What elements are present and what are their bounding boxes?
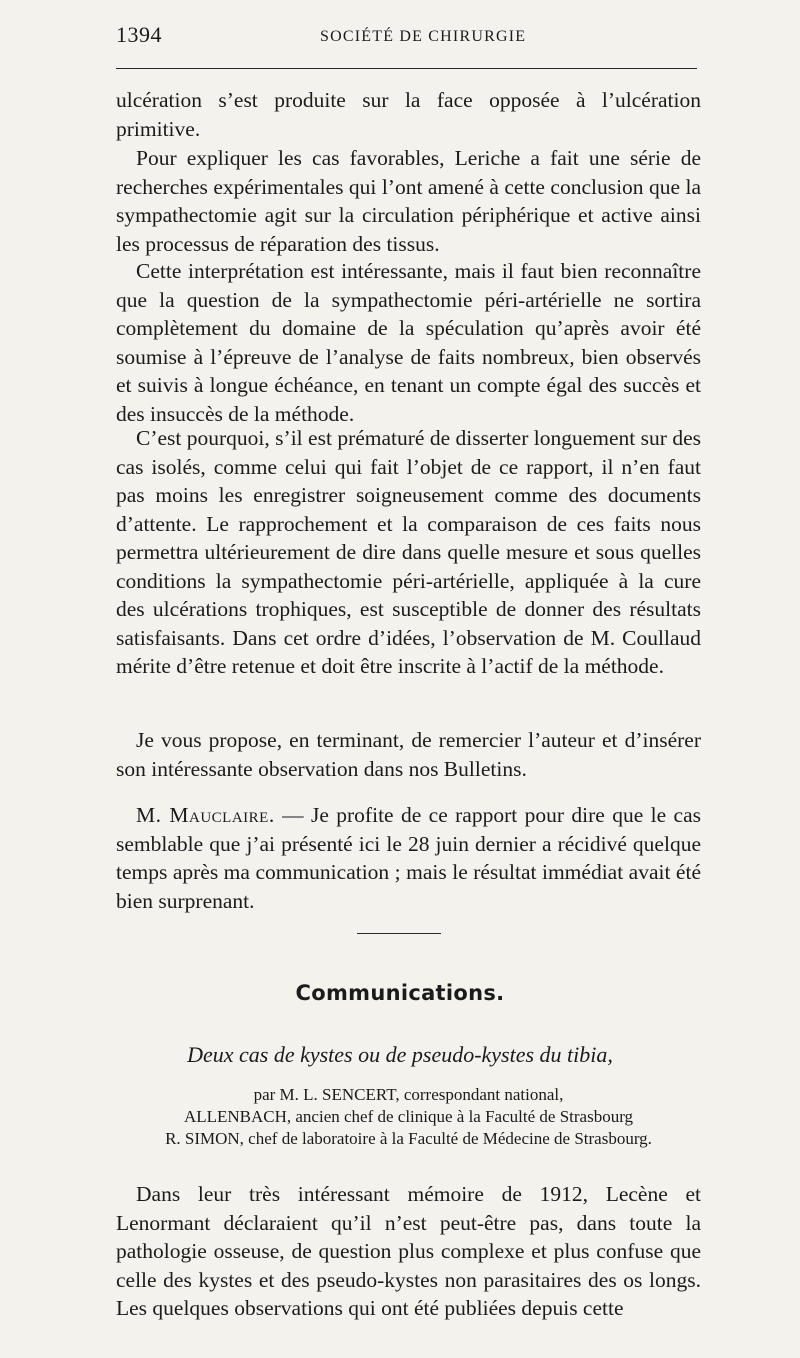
paragraph-7: Dans leur très intéressant mémoire de 1912, Lecène et Lenormant déclaraient qu’il n’est peut-être pas, dans toute la pathologie osseuse, de question plus complexe et plus confuse que celle des kystes et des pseudo-kystes non parasitaires des os longs. Les quelques observations qui ont été publiées depuis cette — [116, 1182, 701, 1320]
author-line-1: par M. L. SENCERT, correspondant national, — [253, 1085, 564, 1104]
running-head: SOCIÉTÉ DE CHIRURGIE — [320, 28, 527, 45]
speaker-name: M. Mauclaire. — [136, 803, 275, 827]
section-divider — [357, 933, 441, 934]
header-rule — [116, 68, 697, 69]
article-title: Deux cas de kystes ou de pseudo-kystes du tibia, — [187, 1042, 613, 1067]
author-line-3: R. SIMON, chef de laboratoire à la Faculté de Médecine de Strasbourg. — [165, 1129, 652, 1148]
paragraph-4: C’est pourquoi, s’il est prématuré de disserter longuement sur des cas isolés, comme celui qui fait l’objet de ce rapport, il n’en faut pas moins les enregistrer soigneusement comme des documents d’attente. Le rapprochement et la comparaison de ces faits nous permettra ultérieurement de dire dans quelle mesure et sous quelles conditions la sympathectomie péri-artérielle, appliquée à la cure des ulcérations trophiques, est susceptible de donner des résultats satisfaisants. Dans cet ordre d’idées, l’observation de M. Coullaud mérite d’être retenue et doit être inscrite à l’actif de la méthode. — [116, 426, 701, 678]
authors-block — [116, 1084, 701, 1150]
page-header — [116, 22, 697, 52]
paragraph-1: ulcération s’est produite sur la face opposée à l’ulcération primitive. — [116, 88, 701, 141]
paragraph-5: Je vous propose, en terminant, de remercier l’auteur et d’insérer son intéressante observation dans nos Bulletins. — [116, 728, 701, 781]
paragraph-6 — [116, 801, 701, 915]
paragraph-2: Pour expliquer les cas favorables, Leriche a fait une série de recherches expérimentales qui l’ont amené à cette conclusion que la sympathectomie agit sur la circulation périphérique et active ainsi les processus de réparation des tissus. — [116, 146, 701, 256]
page-number: 1394 — [116, 22, 162, 47]
author-line-2: ALLENBACH, ancien chef de clinique à la Faculté de Strasbourg — [183, 1107, 634, 1126]
section-title: Communications. — [295, 981, 505, 1005]
paragraph-6-text: — Je profite de ce rapport pour dire que le cas semblable que j’ai présenté ici le 28 juin dernier a récidivé quelque temps après ma communication ; mais le résultat immédiat avait été bien surprenant. — [116, 803, 702, 913]
paragraph-3: Cette interprétation est intéressante, mais il faut bien reconnaître que la question de la sympathectomie péri-artérielle ne sortira complètement du domaine de la spéculation qu’après avoir été soumise à l’épreuve de l’analyse de faits nombreux, bien observés et suivis à longue échéance, en tenant un compte égal des succès et des insuccès de la méthode. — [116, 259, 701, 426]
